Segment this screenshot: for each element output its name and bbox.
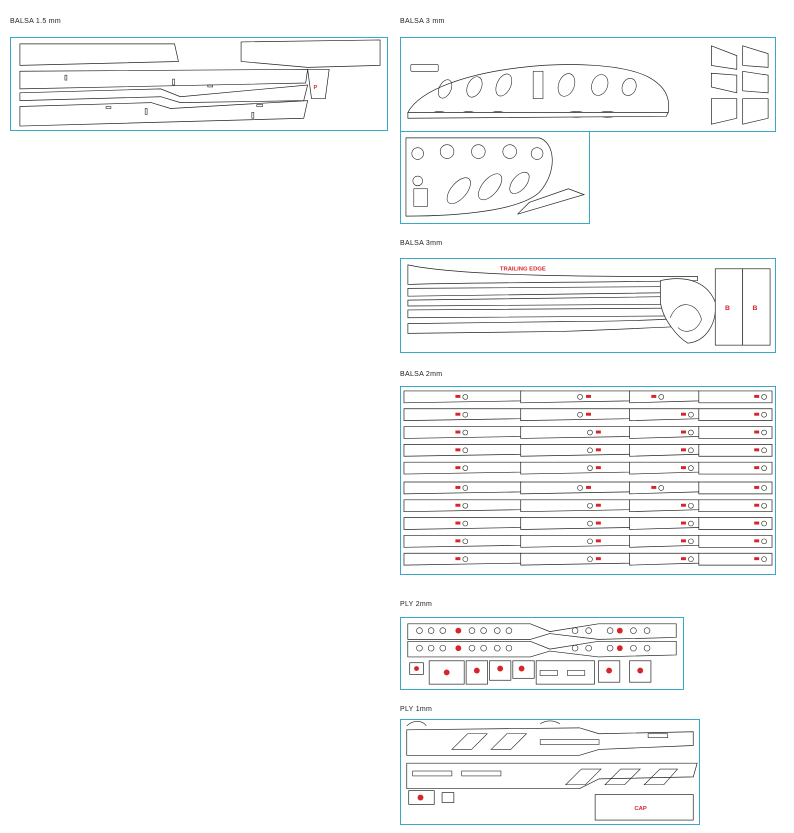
balsa-3b-parts — [401, 259, 775, 352]
sheet-balsa-2mm-ribs — [400, 386, 776, 575]
sheet-label-balsa-3-a: BALSA 3 mm — [400, 18, 445, 25]
balsa-3-former-parts — [401, 132, 589, 223]
balsa-1-5-mark-p: P — [313, 84, 318, 91]
sheet-label-ply-2: PLY 2mm — [400, 601, 433, 608]
balsa-3-parts — [401, 38, 775, 131]
sheet-balsa-3mm-edges — [400, 258, 776, 353]
balsa-2-ribs — [401, 387, 775, 574]
trailing-edge-mark: TRAILING EDGE — [499, 266, 546, 273]
sheet-ply-2mm — [400, 617, 684, 690]
mark-b-1: B — [725, 304, 731, 312]
ply-1-parts — [401, 720, 699, 824]
ply-2-parts — [401, 618, 683, 689]
sheet-label-ply-1: PLY 1mm — [400, 706, 433, 713]
sheet-balsa-1-5mm — [10, 37, 388, 131]
sheet-balsa-3mm-ribs — [400, 37, 776, 132]
mark-b-2: B — [752, 304, 758, 312]
sheet-label-balsa-1-5: BALSA 1.5 mm — [10, 18, 62, 25]
sheet-ply-1mm — [400, 719, 700, 825]
balsa-1-5-parts — [11, 38, 387, 130]
sheet-label-balsa-3-b: BALSA 3mm — [400, 240, 443, 247]
sheet-balsa-3mm-former — [400, 131, 590, 224]
ply-1-cap-mark: CAP — [634, 806, 647, 813]
sheet-label-balsa-2: BALSA 2mm — [400, 371, 443, 378]
